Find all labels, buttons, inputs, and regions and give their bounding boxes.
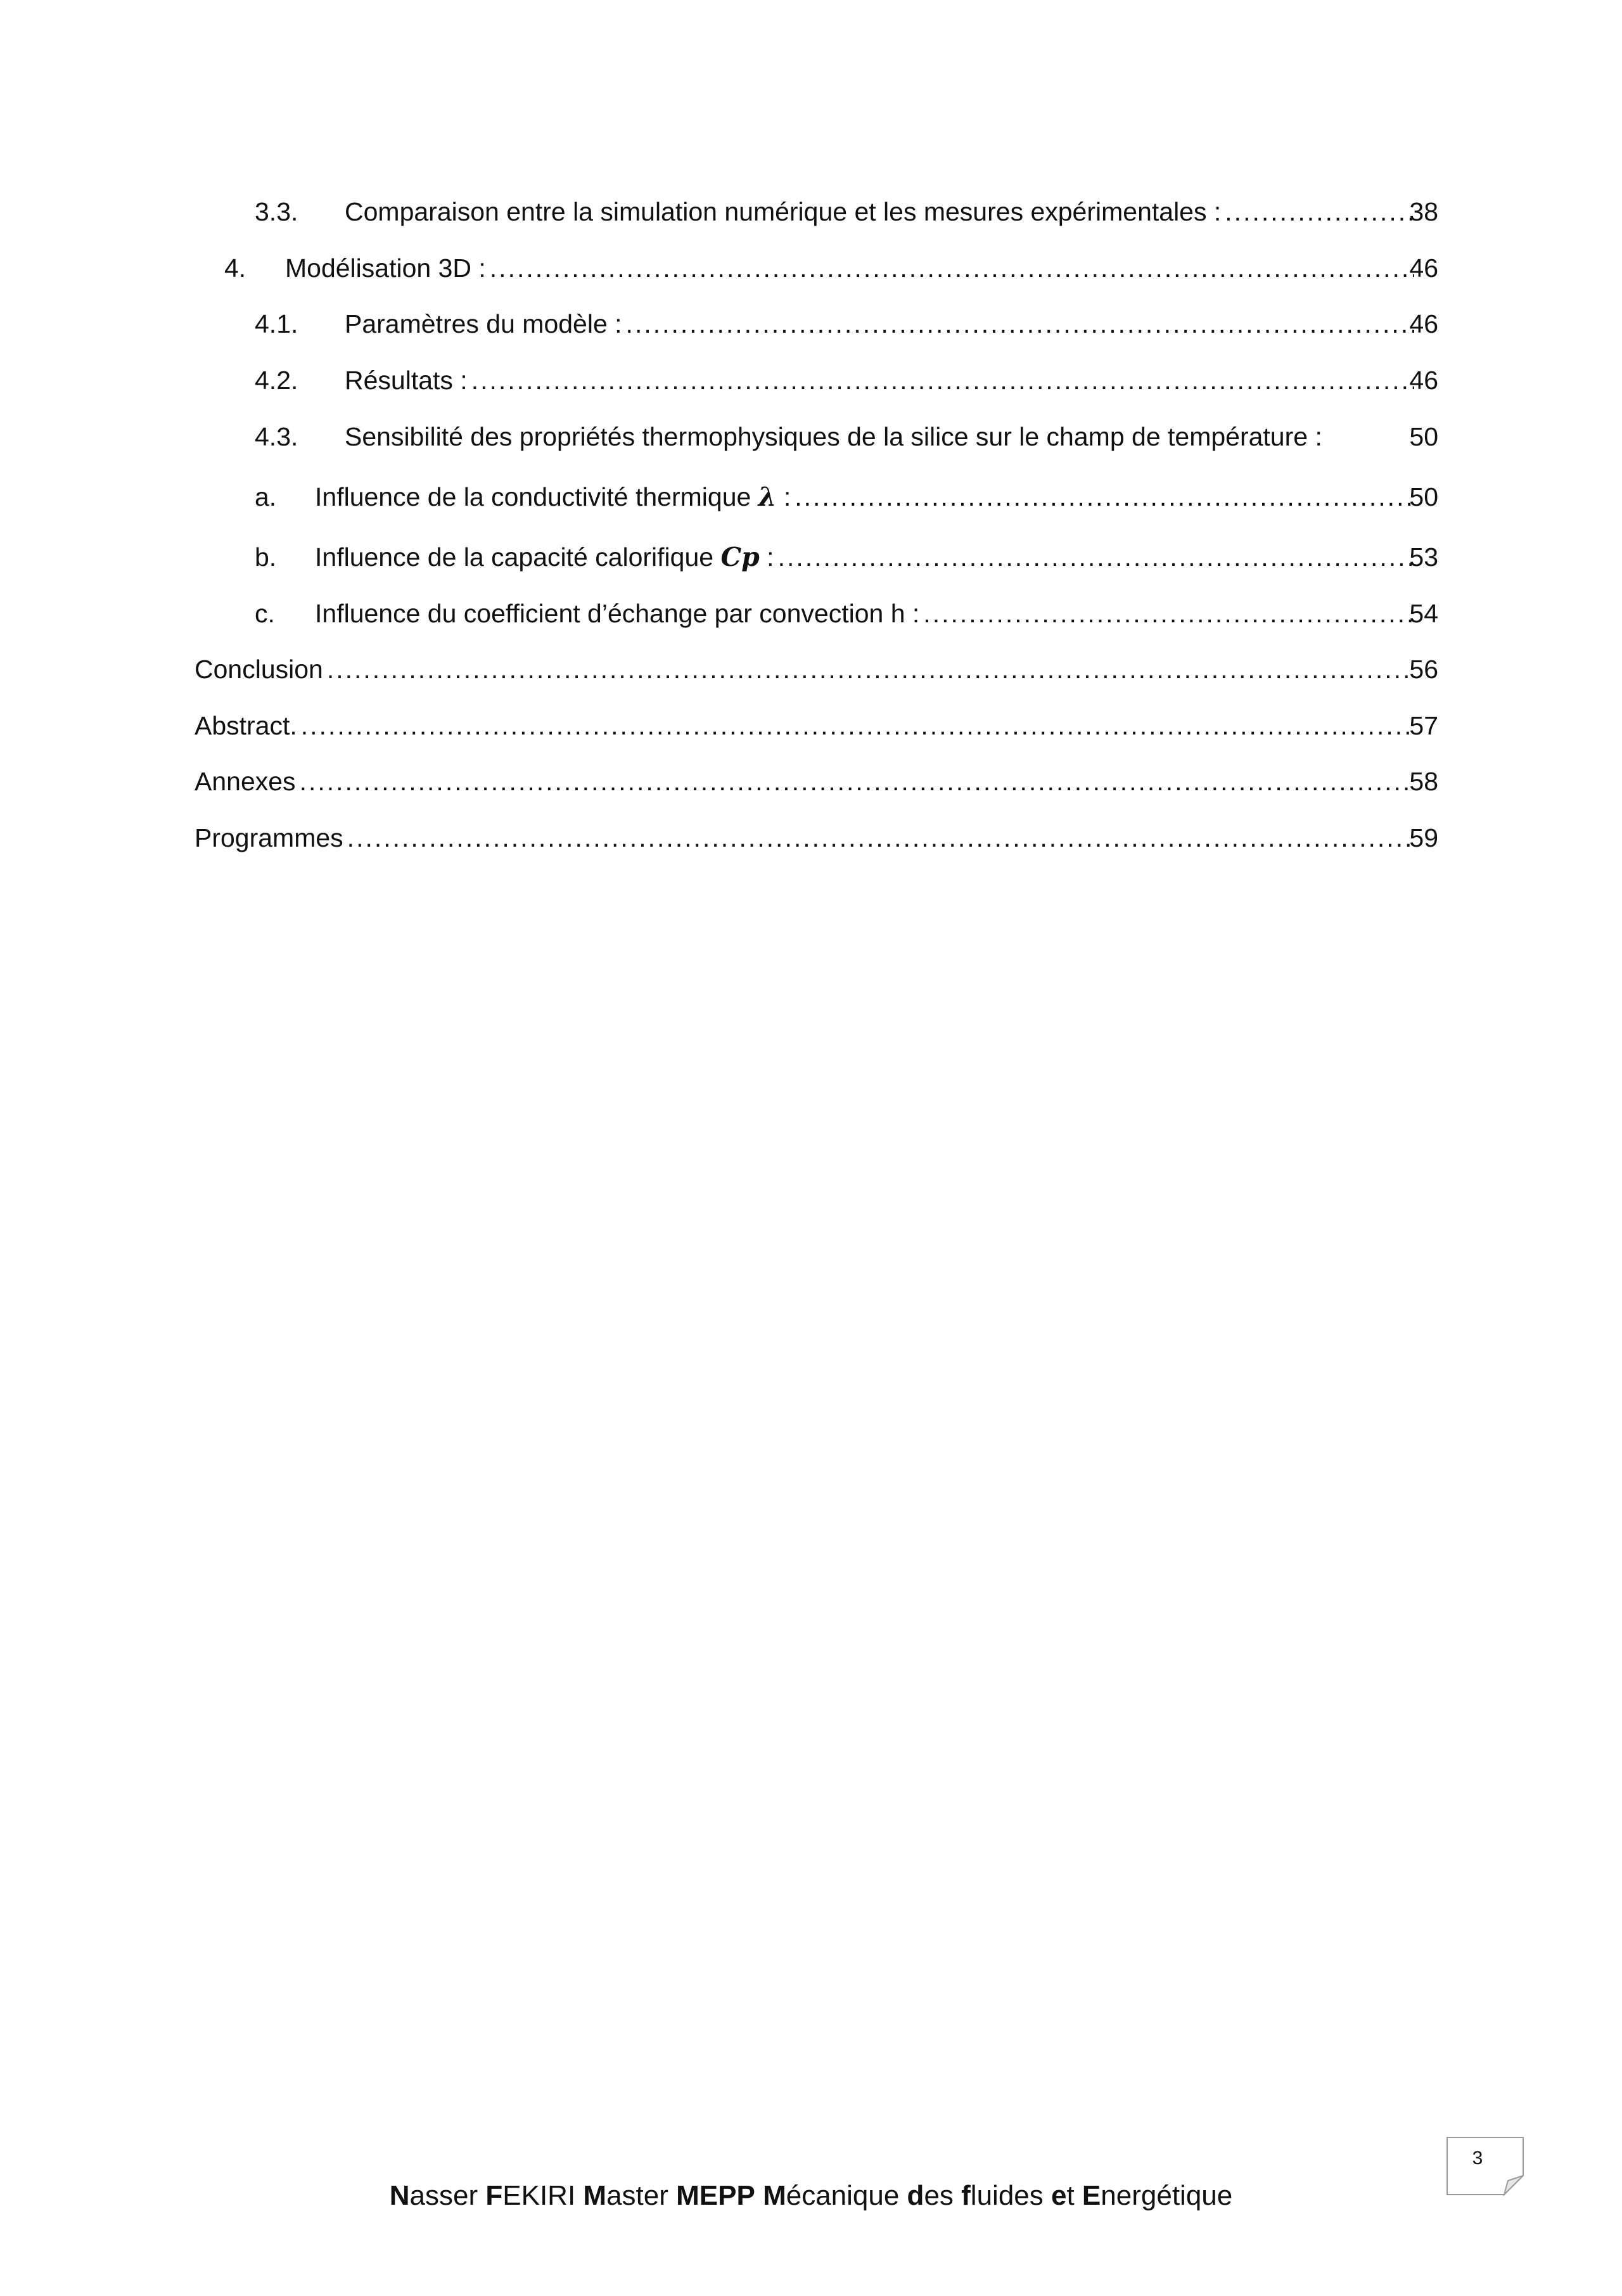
footer-text: t — [1066, 2180, 1082, 2211]
cp-symbol: Cp — [720, 542, 760, 572]
footer-part — [676, 2180, 763, 2211]
footer-initial: N — [389, 2180, 410, 2211]
footer-part — [485, 2180, 583, 2211]
toc-entry-label — [315, 478, 791, 516]
toc-entry-abstract[interactable] — [0, 707, 1622, 745]
toc-entry-page: 46 — [1409, 366, 1438, 395]
page-number: 3 — [1472, 2148, 1483, 2169]
footer-initial: E — [1082, 2180, 1101, 2211]
page-footer — [0, 2177, 1622, 2215]
toc-label-suffix: : — [759, 542, 774, 572]
footer-text: luides — [970, 2180, 1051, 2211]
footer-text: asser — [409, 2180, 486, 2211]
toc-entry-page: 56 — [1409, 655, 1438, 684]
footer-part — [763, 2180, 907, 2211]
toc-entry-number: c. — [255, 599, 275, 628]
toc-leader-dots — [778, 538, 1414, 576]
toc-entry-number: a. — [255, 482, 277, 511]
toc-leader-dots — [626, 305, 1414, 343]
toc-entry-page: 57 — [1409, 711, 1438, 740]
footer-text: es — [924, 2180, 962, 2211]
footer-initial: F — [485, 2180, 503, 2211]
toc-leader-dots — [347, 819, 1414, 857]
toc-entry-page: 38 — [1409, 197, 1438, 226]
toc-leader-dots — [1225, 193, 1414, 231]
toc-entry-number: 4.1. — [255, 309, 298, 338]
toc-entry-number: b. — [255, 542, 277, 572]
toc-entry-label: Programmes — [195, 823, 343, 852]
toc-entry-page: 59 — [1409, 823, 1438, 852]
footer-part — [961, 2180, 1051, 2211]
toc-entry-programmes[interactable] — [0, 819, 1622, 857]
footer-part — [583, 2180, 676, 2211]
table-of-contents — [0, 0, 1622, 887]
footer-text: aster — [606, 2180, 677, 2211]
toc-entry-b[interactable] — [0, 538, 1622, 576]
toc-entry-4-1[interactable] — [0, 305, 1622, 343]
toc-entry-4-3[interactable] — [0, 418, 1622, 456]
toc-label-text: Influence de la capacité calorifique — [315, 542, 721, 572]
toc-entry-c[interactable] — [0, 594, 1622, 632]
footer-initial: f — [961, 2180, 971, 2211]
toc-leader-dots — [327, 650, 1414, 688]
footer-initial: d — [907, 2180, 924, 2211]
toc-entry-conclusion[interactable] — [0, 650, 1622, 688]
toc-entry-label: Comparaison entre la simulation numérique et les mesures expérimentales : — [345, 197, 1222, 226]
toc-entry-page: 58 — [1409, 767, 1438, 796]
toc-leader-dots — [923, 594, 1414, 632]
toc-entry-number: 4.3. — [255, 422, 298, 451]
toc-entry-label: Conclusion — [195, 655, 323, 684]
toc-label-suffix: : — [776, 482, 791, 511]
footer-initial: e — [1050, 2180, 1067, 2211]
toc-entry-4[interactable] — [0, 249, 1622, 287]
toc-entry-label: Influence du coefficient d’échange par convection h : — [315, 599, 920, 628]
toc-entry-page: 46 — [1409, 253, 1438, 283]
toc-leader-dots — [471, 361, 1414, 399]
footer-initial: M — [763, 2180, 786, 2211]
toc-entry-page: 53 — [1409, 542, 1438, 572]
toc-entry-number: 4.2. — [255, 366, 298, 395]
toc-entry-label: Annexes — [195, 767, 296, 796]
toc-leader-dots — [795, 478, 1414, 516]
toc-entry-page: 50 — [1409, 422, 1438, 451]
toc-entry-annexes[interactable] — [0, 762, 1622, 800]
footer-text — [755, 2180, 763, 2211]
toc-entry-a[interactable] — [0, 478, 1622, 516]
toc-entry-label: Sensibilité des propriétés thermophysiques de la silice sur le champ de température : — [345, 422, 1322, 451]
toc-entry-label: Modélisation 3D : — [285, 253, 486, 283]
toc-leader-dots — [301, 707, 1414, 745]
toc-leader-dots — [490, 249, 1414, 287]
toc-entry-4-2[interactable] — [0, 361, 1622, 399]
toc-entry-page: 46 — [1409, 309, 1438, 338]
footer-text: écanique — [786, 2180, 907, 2211]
toc-label-text: Influence de la conductivité thermique — [315, 482, 758, 511]
footer-text: nergétique — [1101, 2180, 1233, 2211]
toc-entry-label: Abstract. — [195, 711, 297, 740]
footer-text: EKIRI — [502, 2180, 584, 2211]
toc-entry-label: Résultats : — [345, 366, 468, 395]
toc-entry-page: 54 — [1409, 599, 1438, 628]
footer-initial: MEPP — [676, 2180, 755, 2211]
footer-part — [1051, 2180, 1082, 2211]
toc-entry-label: Paramètres du modèle : — [345, 309, 622, 338]
toc-entry-label — [315, 538, 774, 576]
toc-entry-page: 50 — [1409, 482, 1438, 511]
toc-leader-dots — [300, 762, 1414, 800]
toc-entry-number: 4. — [224, 253, 246, 283]
toc-entry-3-3[interactable] — [0, 193, 1622, 231]
footer-part — [907, 2180, 962, 2211]
footer-part — [1082, 2180, 1232, 2211]
toc-entry-number: 3.3. — [255, 197, 298, 226]
footer-part — [390, 2180, 486, 2211]
footer-initial: M — [583, 2180, 607, 2211]
lambda-symbol: λ — [758, 482, 777, 512]
